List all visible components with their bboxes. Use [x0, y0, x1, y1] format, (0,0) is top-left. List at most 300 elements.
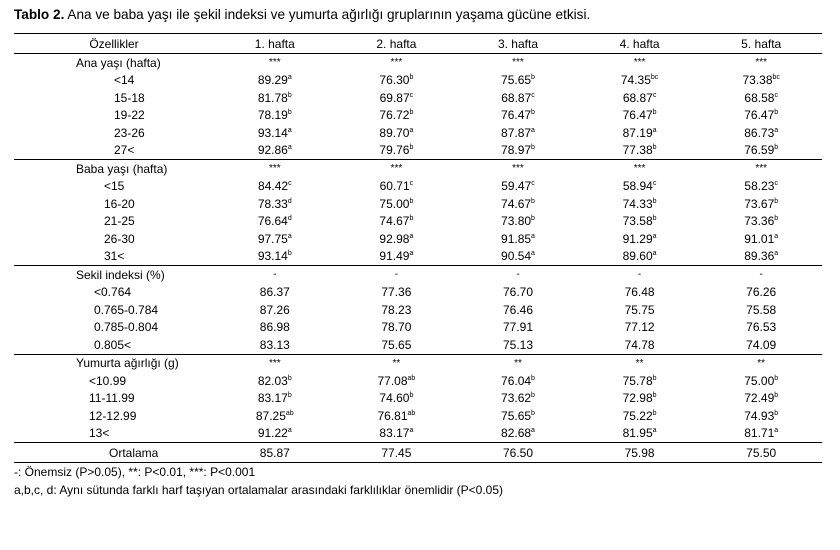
- value-cell: [457, 178, 579, 196]
- total-cell: 85.87: [214, 443, 336, 463]
- table-row: [14, 301, 822, 319]
- table-body: [14, 34, 822, 463]
- significance-cell: ***: [336, 54, 458, 72]
- table-row: [14, 72, 822, 90]
- value-cell: [579, 72, 701, 90]
- significance-cell: ***: [700, 160, 822, 178]
- cell-value: 75.65: [501, 73, 532, 88]
- significance-cell: -: [336, 266, 458, 284]
- cell-value: 92.86: [257, 143, 288, 158]
- significance-cell: ***: [336, 160, 458, 178]
- table-row: [14, 390, 822, 408]
- table-row: [14, 178, 822, 196]
- value-cell: [214, 142, 336, 160]
- cell-value: 74.78: [624, 337, 655, 352]
- section-label: Ana yaşı (hafta): [14, 54, 214, 72]
- cell-value: 74.60: [379, 391, 410, 406]
- cell-value: 78.19: [257, 108, 288, 123]
- cell-letter: a: [652, 126, 657, 134]
- table-row: [14, 407, 822, 425]
- cell-letter: d: [287, 215, 292, 223]
- table-caption: [14, 7, 590, 22]
- cell-value: 76.48: [624, 285, 655, 300]
- section-row: [14, 54, 822, 72]
- significance-cell: ***: [214, 54, 336, 72]
- value-cell: [700, 213, 822, 231]
- cell-letter: c: [409, 180, 414, 188]
- cell-value: 78.33: [257, 196, 288, 211]
- cell-letter: b: [531, 109, 535, 117]
- cell-letter: b: [774, 392, 779, 400]
- cell-letter: b: [531, 144, 535, 152]
- cell-value: 77.38: [622, 143, 653, 158]
- cell-letter: b: [409, 109, 414, 117]
- value-cell: [214, 407, 336, 425]
- value-cell: [457, 230, 579, 248]
- cell-letter: a: [409, 427, 414, 435]
- value-cell: [579, 248, 701, 266]
- row-label: <14: [114, 73, 135, 88]
- cell-letter: a: [774, 250, 779, 258]
- total-cell: 76.50: [457, 443, 579, 463]
- cell-value: 75.75: [624, 302, 655, 317]
- cell-letter: b: [652, 215, 657, 223]
- value-cell: [579, 213, 701, 231]
- section-row: [14, 266, 822, 284]
- row-label: 23-26: [114, 125, 145, 140]
- value-cell: [579, 372, 701, 390]
- value-cell: [700, 107, 822, 125]
- cell-value: 79.76: [379, 143, 410, 158]
- cell-letter: b: [287, 250, 292, 258]
- cell-value: 60.71: [379, 179, 410, 194]
- table-row: [14, 425, 822, 443]
- cell-letter: d: [287, 197, 292, 205]
- cell-value: 97.75: [257, 231, 288, 246]
- cell-letter: b: [774, 144, 779, 152]
- cell-value: 90.54: [501, 249, 532, 264]
- cell-letter: bc: [650, 74, 659, 82]
- value-cell: [700, 142, 822, 160]
- cell-value: 74.33: [622, 196, 653, 211]
- value-cell: [579, 319, 701, 337]
- cell-letter: b: [409, 215, 414, 223]
- header-row: [14, 34, 822, 54]
- cell-letter: a: [774, 232, 779, 240]
- cell-value: 73.67: [744, 196, 775, 211]
- significance-cell: ***: [457, 54, 579, 72]
- value-cell: [579, 124, 701, 142]
- cell-value: 76.47: [622, 108, 653, 123]
- significance-cell: ***: [579, 160, 701, 178]
- significance-cell: -: [700, 266, 822, 284]
- row-label: 21-25: [104, 214, 135, 229]
- cell-letter: bc: [772, 74, 780, 82]
- cell-value: 75.00: [379, 196, 410, 211]
- section-label: Baba yaşı (hafta): [14, 160, 214, 178]
- value-cell: [336, 72, 458, 90]
- cell-letter: a: [287, 74, 292, 82]
- row-label: 19-22: [114, 108, 145, 123]
- significance-cell: ***: [214, 354, 336, 372]
- cell-value: 77.08: [377, 373, 408, 388]
- cell-value: 84.42: [258, 179, 289, 194]
- cell-letter: a: [774, 427, 779, 435]
- value-cell: [336, 407, 458, 425]
- value-cell: [336, 319, 458, 337]
- cell-letter: b: [409, 144, 414, 152]
- row-label: 0.805<: [94, 337, 132, 352]
- value-cell: [214, 284, 336, 302]
- cell-value: 91.22: [257, 426, 288, 441]
- footnote-significance: -: Önemsiz (P>0.05), **: P<0.01, ***: P<0.001: [14, 465, 256, 479]
- table-row: [14, 107, 822, 125]
- cell-value: 81.95: [622, 426, 653, 441]
- value-cell: [214, 372, 336, 390]
- value-cell: [457, 336, 579, 354]
- cell-letter: b: [774, 215, 779, 223]
- value-cell: [457, 72, 579, 90]
- cell-value: 78.70: [381, 320, 412, 335]
- value-cell: [457, 284, 579, 302]
- row-label: 0.765-0.784: [94, 302, 159, 317]
- cell-value: 59.47: [501, 179, 532, 194]
- cell-letter: b: [774, 197, 779, 205]
- significance-cell: **: [336, 354, 458, 372]
- cell-value: 73.80: [501, 214, 532, 229]
- value-cell: [214, 336, 336, 354]
- value-cell: [700, 390, 822, 408]
- value-cell: [457, 301, 579, 319]
- cell-letter: b: [774, 109, 779, 117]
- cell-value: 72.98: [622, 391, 653, 406]
- cell-value: 82.68: [501, 426, 532, 441]
- header-cell: 1. hafta: [214, 34, 336, 54]
- value-cell: [700, 124, 822, 142]
- cell-value: 74.09: [746, 337, 777, 352]
- row-label: <0.764: [94, 285, 132, 300]
- cell-value: 76.47: [744, 108, 775, 123]
- table-row: [14, 89, 822, 107]
- cell-value: 75.58: [746, 302, 777, 317]
- cell-value: 78.23: [381, 302, 412, 317]
- cell-letter: c: [652, 180, 657, 188]
- table-row: [14, 124, 822, 142]
- value-cell: [700, 284, 822, 302]
- table-row: [14, 372, 822, 390]
- value-cell: [457, 107, 579, 125]
- value-cell: [700, 72, 822, 90]
- cell-value: 93.14: [257, 125, 288, 140]
- value-cell: [579, 336, 701, 354]
- cell-letter: b: [531, 74, 535, 82]
- cell-letter: b: [774, 409, 779, 417]
- cell-letter: ab: [285, 409, 294, 417]
- total-cell: 77.45: [336, 443, 458, 463]
- cell-value: 75.00: [744, 373, 775, 388]
- cell-letter: a: [652, 427, 657, 435]
- row-label: <15: [104, 179, 125, 194]
- row-label: 0.785-0.804: [94, 320, 159, 335]
- value-cell: [336, 336, 458, 354]
- total-cell: 75.98: [579, 443, 701, 463]
- cell-value: 76.59: [744, 143, 775, 158]
- significance-cell: ***: [700, 54, 822, 72]
- cell-letter: b: [652, 144, 657, 152]
- cell-value: 83.13: [259, 337, 290, 352]
- value-cell: [214, 72, 336, 90]
- value-cell: [214, 178, 336, 196]
- cell-value: 76.81: [377, 408, 408, 423]
- table-row: [14, 336, 822, 354]
- cell-letter: b: [652, 374, 657, 382]
- row-label: <10.99: [89, 373, 127, 388]
- value-cell: [579, 178, 701, 196]
- cell-value: 73.38: [742, 73, 773, 88]
- cell-letter: b: [774, 374, 779, 382]
- value-cell: [700, 372, 822, 390]
- cell-value: 76.53: [746, 320, 777, 335]
- value-cell: [336, 107, 458, 125]
- cell-value: 89.70: [379, 125, 410, 140]
- cell-value: 91.01: [744, 231, 775, 246]
- row-label: 12-12.99: [89, 408, 137, 423]
- cell-letter: a: [531, 427, 535, 435]
- section-label: Yumurta ağırlığı (g): [14, 354, 214, 372]
- cell-value: 74.67: [501, 196, 532, 211]
- cell-value: 87.26: [259, 302, 290, 317]
- cell-value: 89.29: [257, 73, 288, 88]
- value-cell: [579, 107, 701, 125]
- row-label: 11-11.99: [89, 391, 135, 406]
- value-cell: [336, 372, 458, 390]
- significance-cell: **: [700, 354, 822, 372]
- cell-letter: b: [531, 409, 535, 417]
- cell-value: 58.94: [622, 179, 653, 194]
- value-cell: [457, 390, 579, 408]
- value-cell: [214, 248, 336, 266]
- value-cell: [457, 195, 579, 213]
- value-cell: [457, 372, 579, 390]
- cell-value: 87.25: [255, 408, 286, 423]
- cell-value: 91.49: [379, 249, 410, 264]
- cell-value: 81.78: [257, 90, 288, 105]
- value-cell: [579, 390, 701, 408]
- cell-value: 74.67: [379, 214, 410, 229]
- cell-value: 77.12: [624, 320, 655, 335]
- cell-letter: b: [409, 392, 414, 400]
- cell-value: 92.98: [379, 231, 410, 246]
- cell-value: 82.03: [257, 373, 288, 388]
- table-row: [14, 319, 822, 337]
- section-row: [14, 354, 822, 372]
- row-label: 26-30: [104, 231, 135, 246]
- cell-letter: a: [287, 427, 292, 435]
- cell-letter: b: [287, 392, 292, 400]
- table-row: [14, 248, 822, 266]
- value-cell: [457, 89, 579, 107]
- total-row: [14, 443, 822, 463]
- value-cell: [336, 425, 458, 443]
- value-cell: [457, 425, 579, 443]
- cell-value: 76.46: [502, 302, 533, 317]
- cell-value: 77.91: [502, 320, 533, 335]
- header-cell: Özellikler: [14, 34, 214, 54]
- row-label: 15-18: [114, 90, 145, 105]
- total-cell: 75.50: [700, 443, 822, 463]
- value-cell: [700, 319, 822, 337]
- significance-cell: ***: [214, 160, 336, 178]
- cell-value: 86.37: [259, 285, 290, 300]
- value-cell: [336, 124, 458, 142]
- cell-letter: c: [288, 180, 292, 188]
- value-cell: [214, 195, 336, 213]
- significance-cell: -: [214, 266, 336, 284]
- cell-letter: c: [652, 91, 657, 99]
- value-cell: [214, 107, 336, 125]
- cell-letter: c: [774, 180, 778, 188]
- value-cell: [700, 230, 822, 248]
- cell-letter: a: [531, 126, 535, 134]
- value-cell: [457, 319, 579, 337]
- cell-value: 58.23: [744, 179, 775, 194]
- value-cell: [336, 301, 458, 319]
- value-cell: [336, 142, 458, 160]
- value-cell: [336, 195, 458, 213]
- cell-value: 87.19: [622, 125, 653, 140]
- value-cell: [700, 248, 822, 266]
- cell-value: 77.36: [381, 285, 412, 300]
- cell-value: 76.64: [257, 214, 288, 229]
- cell-letter: a: [409, 126, 414, 134]
- value-cell: [214, 89, 336, 107]
- cell-value: 68.87: [501, 90, 532, 105]
- cell-value: 76.70: [502, 285, 533, 300]
- cell-value: 91.29: [622, 231, 653, 246]
- cell-value: 86.98: [259, 320, 290, 335]
- row-label: 16-20: [104, 196, 135, 211]
- value-cell: [457, 124, 579, 142]
- value-cell: [579, 89, 701, 107]
- cell-value: 72.49: [744, 391, 775, 406]
- row-label: 27<: [114, 143, 135, 158]
- cell-value: 81.71: [744, 426, 775, 441]
- cell-value: 89.36: [744, 249, 775, 264]
- cell-value: 75.78: [622, 373, 653, 388]
- value-cell: [700, 407, 822, 425]
- row-label: 13<: [89, 426, 110, 441]
- cell-letter: c: [531, 91, 535, 99]
- cell-letter: a: [531, 232, 535, 240]
- value-cell: [214, 425, 336, 443]
- cell-value: 83.17: [379, 426, 410, 441]
- table-row: [14, 284, 822, 302]
- value-cell: [214, 213, 336, 231]
- cell-letter: b: [409, 74, 414, 82]
- value-cell: [214, 230, 336, 248]
- value-cell: [336, 89, 458, 107]
- cell-value: 73.62: [501, 391, 532, 406]
- value-cell: [214, 124, 336, 142]
- cell-letter: a: [287, 144, 292, 152]
- cell-letter: b: [287, 109, 292, 117]
- cell-letter: c: [774, 91, 778, 99]
- cell-letter: b: [652, 392, 657, 400]
- header-cell: 2. hafta: [336, 34, 458, 54]
- cell-value: 74.93: [744, 408, 775, 423]
- value-cell: [579, 284, 701, 302]
- cell-letter: b: [409, 197, 414, 205]
- cell-value: 74.35: [620, 73, 651, 88]
- cell-letter: b: [531, 392, 535, 400]
- header-cell: 3. hafta: [457, 34, 579, 54]
- cell-letter: a: [287, 126, 292, 134]
- significance-cell: -: [579, 266, 701, 284]
- cell-letter: ab: [407, 374, 416, 382]
- cell-value: 93.14: [257, 249, 288, 264]
- cell-letter: b: [287, 374, 292, 382]
- value-cell: [700, 89, 822, 107]
- cell-letter: a: [409, 250, 414, 258]
- cell-value: 87.87: [501, 125, 532, 140]
- value-cell: [457, 142, 579, 160]
- value-cell: [579, 407, 701, 425]
- value-cell: [579, 425, 701, 443]
- cell-value: 69.87: [379, 90, 410, 105]
- cell-value: 86.73: [744, 125, 775, 140]
- cell-value: 76.04: [501, 373, 532, 388]
- caption-label: Tablo 2.: [14, 7, 65, 22]
- cell-letter: a: [652, 232, 657, 240]
- results-table: [14, 33, 822, 463]
- footnote-letters: a,b,c, d: Aynı sütunda farklı harf taşıyan ortalamalar arasındaki farklılıklar önemlidir (P<0.05): [14, 483, 504, 497]
- cell-letter: b: [287, 91, 292, 99]
- cell-letter: b: [531, 374, 535, 382]
- cell-letter: ab: [407, 409, 416, 417]
- value-cell: [214, 319, 336, 337]
- cell-letter: c: [531, 180, 535, 188]
- total-label: Ortalama: [14, 443, 214, 463]
- cell-letter: c: [409, 91, 414, 99]
- value-cell: [457, 213, 579, 231]
- cell-letter: a: [652, 250, 657, 258]
- cell-value: 76.47: [501, 108, 532, 123]
- value-cell: [457, 407, 579, 425]
- value-cell: [700, 425, 822, 443]
- cell-value: 76.72: [379, 108, 410, 123]
- cell-value: 89.60: [622, 249, 653, 264]
- cell-letter: b: [652, 409, 657, 417]
- significance-cell: **: [579, 354, 701, 372]
- cell-letter: b: [531, 197, 535, 205]
- cell-value: 68.87: [622, 90, 653, 105]
- cell-value: 75.65: [381, 337, 412, 352]
- table-row: [14, 142, 822, 160]
- significance-cell: ***: [579, 54, 701, 72]
- significance-cell: **: [457, 354, 579, 372]
- table-row: [14, 230, 822, 248]
- section-row: [14, 160, 822, 178]
- caption-text: Ana ve baba yaşı ile şekil indeksi ve yumurta ağırlığı gruplarının yaşama gücüne etkisi.: [64, 7, 591, 22]
- cell-letter: b: [531, 215, 535, 223]
- significance-cell: -: [457, 266, 579, 284]
- value-cell: [457, 248, 579, 266]
- table-row: [14, 195, 822, 213]
- significance-cell: ***: [457, 160, 579, 178]
- cell-value: 91.85: [501, 231, 532, 246]
- cell-value: 83.17: [257, 391, 288, 406]
- cell-letter: a: [409, 232, 414, 240]
